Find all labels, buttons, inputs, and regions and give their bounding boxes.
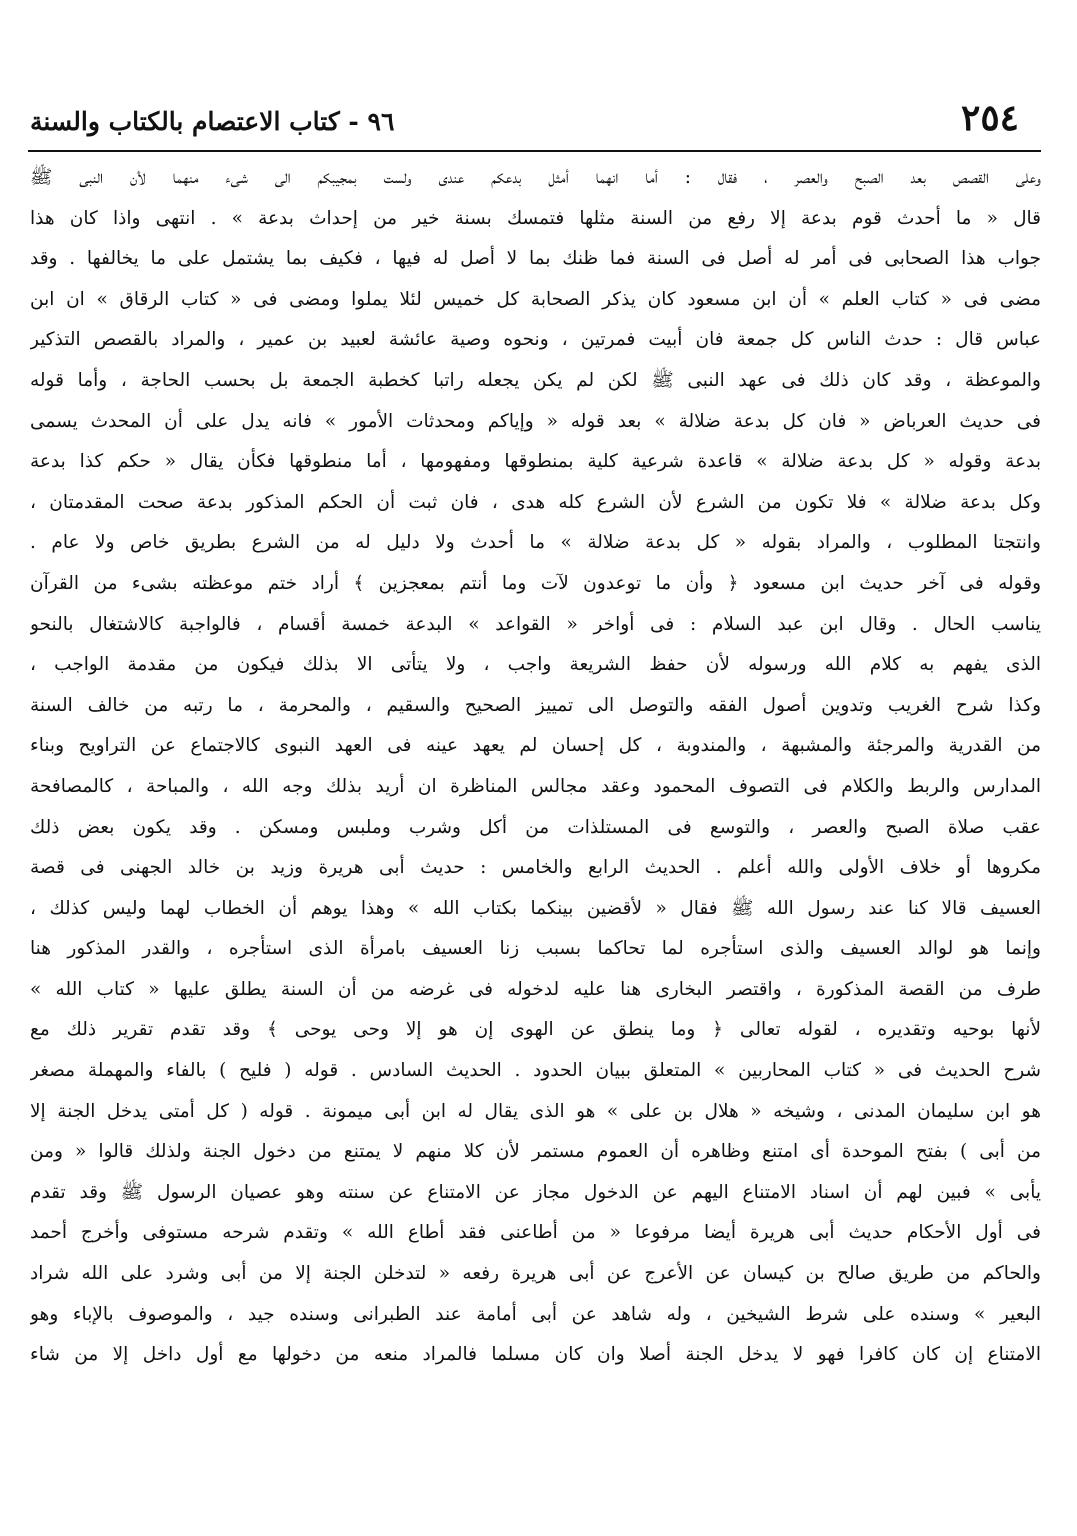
text-line: وإنما هو لوالد العسيف والذى استأجره لما تحاكما بسبب زنا العسيف بامرأة الذى استأجره ، والقدر المذكور هنا	[30, 938, 1041, 960]
header-divider	[28, 150, 1041, 152]
text-line: وعلى القصص بعد الصبح والعصر ، فقال : أما انهما أمثل بدعكم عندى ولست بمجيبكم الى شىء منهما لأن النبى ﷺ	[30, 167, 1041, 188]
text-line: طرف من القصة المذكورة ، واقتصر البخارى هنا عليه لدخوله فى غرضه من أن السنة يطلق عليها « كتاب الله »	[30, 978, 1041, 1000]
text-line: بدعة وقوله « كل بدعة ضلالة » قاعدة شرعية كلية بمنطوقها ومفهومها ، أما منطوقها فكأن يقال « حكم كذا بدعة	[30, 451, 1041, 473]
text-line: البعير » وسنده على شرط الشيخين ، وله شاهد عن أبى أمامة عند الطبرانى وسنده جيد ، والموصوف بالإباء وهو	[30, 1303, 1041, 1325]
text-line: فى أول الأحكام حديث أبى هريرة أيضا مرفوعا « من أطاعنى فقد أطاع الله » وتقدم شرحه مستوفى وأخرج أحمد	[30, 1222, 1041, 1244]
text-line: شرح الحديث فى « كتاب المحاربين » المتعلق ببيان الحدود . الحديث السادس . قوله ( فليح ) بالفاء والمهملة مصغر	[30, 1060, 1041, 1082]
text-line: لأنها بوحيه وتقديره ، لقوله تعالى ﴿ وما ينطق عن الهوى إن هو إلا وحى يوحى ﴾ وقد تقدم تقرير ذلك مع	[30, 1019, 1041, 1041]
text-line: وقوله فى آخر حديث ابن مسعود ﴿ وأن ما توعدون لآت وما أنتم بمعجزين ﴾ أراد ختم موعظته بشىء من القرآن	[30, 572, 1041, 594]
text-line: عقب صلاة الصبح والعصر ، والتوسع فى المستلذات من أكل وشرب وملبس ومسكن . وقد يكون بعض ذلك	[30, 816, 1041, 838]
text-line: وكل بدعة ضلالة » فلا تكون من الشرع لأن الشرع كله هدى ، فان ثبت أن الحكم المذكور بدعة صحت المقدمتان ،	[30, 491, 1041, 513]
text-line: من أبى ) بفتح الموحدة أى امتنع وظاهره أن العموم مستمر لأن كلا منهم لا يمتنع من دخول الجنة ولذلك قالوا « ومن	[30, 1141, 1041, 1163]
text-line: المدارس والربط والكلام فى التصوف المحمود وعقد مجالس المناظرة ان أريد بذلك وجه الله ، والمباحة ، كالمصافحة	[30, 775, 1041, 797]
text-line: الذى يفهم به كلام الله ورسوله لأن حفظ الشريعة واجب ، ولا يتأتى الا بذلك فيكون من مقدمة الواجب ،	[30, 654, 1041, 676]
running-title: ٩٦ - كتاب الاعتصام بالكتاب والسنة	[30, 107, 395, 136]
page-number: ٢٥٤	[960, 97, 1019, 139]
text-line: الامتناع إن كان كافرا فهو لا يدخل الجنة أصلا وان كان مسلما فالمراد منعه من دخولها مع أول داخل إلا من شاء	[30, 1344, 1041, 1366]
text-line: هو ابن سليمان المدنى ، وشيخه « هلال بن على » هو الذى يقال له ابن أبى ميمونة . قوله ( كل أمتى يدخل الجنة إلا	[30, 1100, 1041, 1122]
text-line: قال « ما أحدث قوم بدعة إلا رفع من السنة مثلها فتمسك بسنة خير من إحداث بدعة » . انتهى واذا كان هذا	[30, 207, 1041, 229]
body-text	[30, 158, 1041, 1376]
text-line: وانتجتا المطلوب ، والمراد بقوله « كل بدعة ضلالة » ما أحدث ولا دليل له من الشرع بطريق خاص ولا عام .	[30, 532, 1041, 554]
text-line: العسيف قالا كنا عند رسول الله ﷺ فقال « لأقضين بينكما بكتاب الله » وهذا يوهم أن الخطاب لهما وليس كذلك ،	[30, 897, 1041, 919]
text-line: جواب هذا الصحابى فى أمر له أصل فى السنة فما ظنك بما لا أصل له فيها ، فكيف بما يشتمل على ما يخالفها . وقد	[30, 248, 1041, 270]
text-line: عباس قال : حدث الناس كل جمعة فان أبيت فمرتين ، ونحوه وصية عائشة لعبيد بن عمير ، والمراد بالقصص التذكير	[30, 329, 1041, 351]
text-line: فى حديث العرباض « فان كل بدعة ضلالة » بعد قوله « وإياكم ومحدثات الأمور » فانه يدل على أن المحدث يسمى	[30, 410, 1041, 432]
text-line: والموعظة ، وقد كان ذلك فى عهد النبى ﷺ لكن لم يكن يجعله راتبا كخطبة الجمعة بل بحسب الحاجة ، وأما قوله	[30, 369, 1041, 391]
text-line: يأبى » فبين لهم أن اسناد الامتناع اليهم عن الدخول مجاز عن الامتناع عن سنته وهو عصيان الرسول ﷺ وقد تقدم	[30, 1181, 1041, 1203]
page-header	[30, 96, 1019, 146]
text-line: مكروها أو خلاف الأولى والله أعلم . الحديث الرابع والخامس : حديث أبى هريرة وزيد بن خالد الجهنى فى قصة	[30, 857, 1041, 879]
text-line: يناسب الحال . وقال ابن عبد السلام : فى أواخر « القواعد » البدعة خمسة أقسام ، فالواجبة كالاشتغال بالنحو	[30, 613, 1041, 635]
text-line: والحاكم من طريق صالح بن كيسان عن الأعرج عن أبى هريرة رفعه « لتدخلن الجنة إلا من أبى وشرد على الله شراد	[30, 1263, 1041, 1285]
text-line: من القدرية والمرجئة والمشبهة ، والمندوبة ، كل إحسان لم يعهد عينه فى العهد النبوى كالاجتماع عن التراويح وبناء	[30, 735, 1041, 757]
text-line: وكذا شرح الغريب وتدوين أصول الفقه والتوصل الى تمييز الصحيح والسقيم ، والمحرمة ، ما رتبه من خالف السنة	[30, 694, 1041, 716]
text-line: مضى فى « كتاب العلم » أن ابن مسعود كان يذكر الصحابة كل خميس لئلا يملوا ومضى فى « كتاب الرقاق » ان ابن	[30, 288, 1041, 310]
